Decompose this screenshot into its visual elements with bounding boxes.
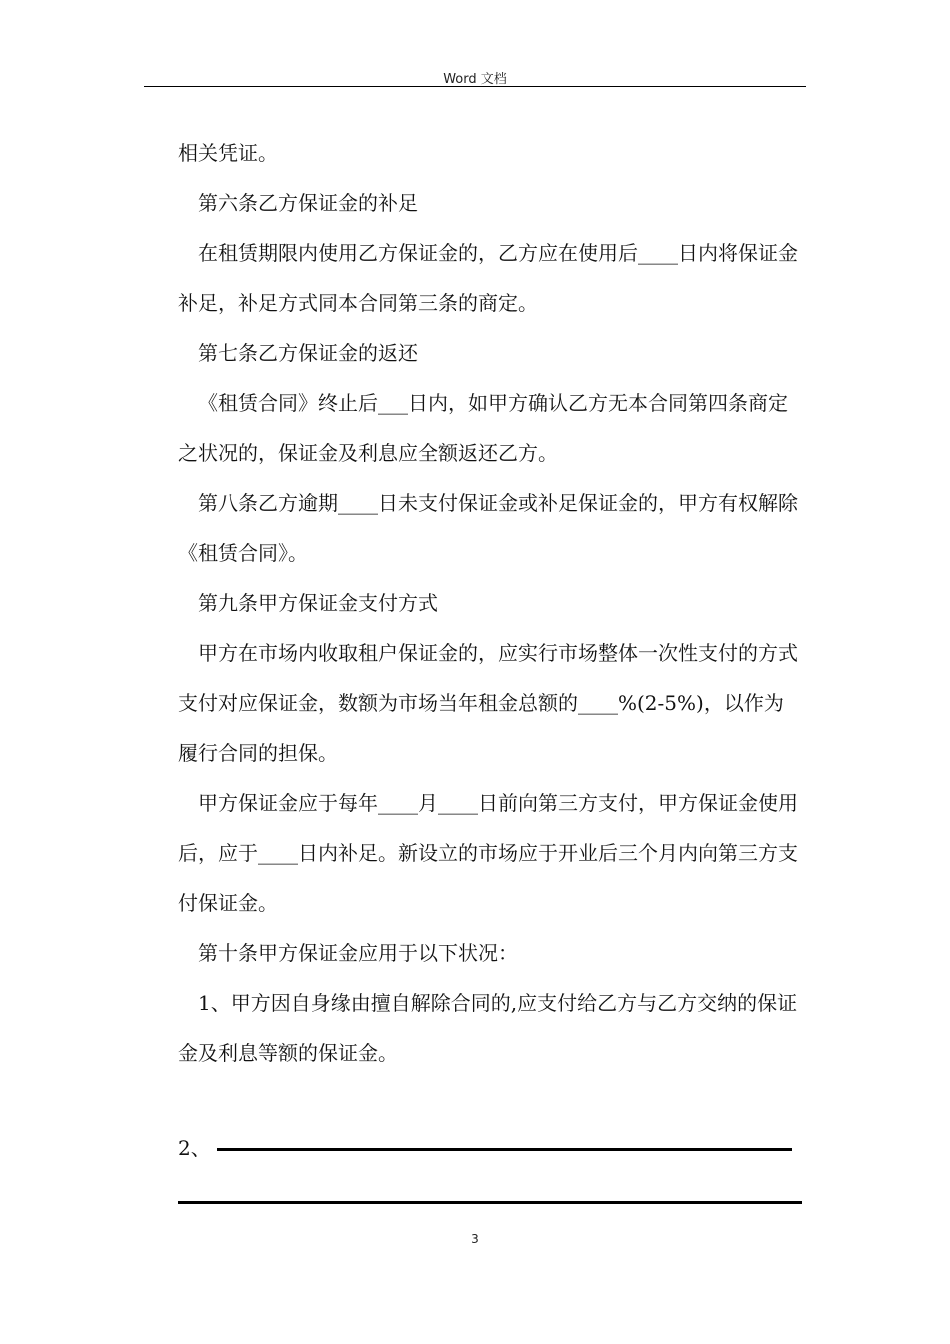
paragraph: 在租赁期限内使用乙方保证金的，乙方应在使用后____日内将保证金补足，补足方式同本合同第三条的商定。	[178, 241, 798, 315]
article-heading: 第十条甲方保证金应用于以下状况：	[198, 941, 518, 965]
paragraph: 甲方保证金应于每年____月____日前向第三方支付，甲方保证金使用后，应于____日内补足。新设立的市场应于开业后三个月内向第三方支付保证金。	[178, 791, 798, 915]
article-heading: 第六条乙方保证金的补足	[198, 191, 418, 215]
page-header: Word 文档	[443, 72, 507, 87]
paragraph: 相关凭证。	[178, 141, 278, 165]
paragraph: 《租赁合同》终止后___日内，如甲方确认乙方无本合同第四条商定之状况的，保证金及利息应全额返还乙方。	[178, 391, 788, 465]
paragraph: 第八条乙方逾期____日未支付保证金或补足保证金的，甲方有权解除《租赁合同》。	[178, 491, 798, 565]
blank-fill-line	[178, 1201, 802, 1204]
paragraph: 1、甲方因自身缘由擅自解除合同的,应支付给乙方与乙方交纳的保证金及利息等额的保证金。	[178, 991, 798, 1065]
body-text	[178, 128, 802, 1078]
blank-fill-line	[217, 1148, 792, 1151]
item-2-label: 2、	[178, 1136, 211, 1160]
page-number: 3	[471, 1232, 479, 1246]
article-heading: 第七条乙方保证金的返还	[198, 341, 418, 365]
paragraph: 甲方在市场内收取租户保证金的，应实行市场整体一次性支付的方式支付对应保证金，数额为市场当年租金总额的____%(2-5%)，以作为履行合同的担保。	[178, 641, 798, 765]
article-heading: 第九条甲方保证金支付方式	[198, 591, 438, 615]
header-rule	[144, 86, 806, 87]
item-2-line	[178, 1128, 792, 1168]
